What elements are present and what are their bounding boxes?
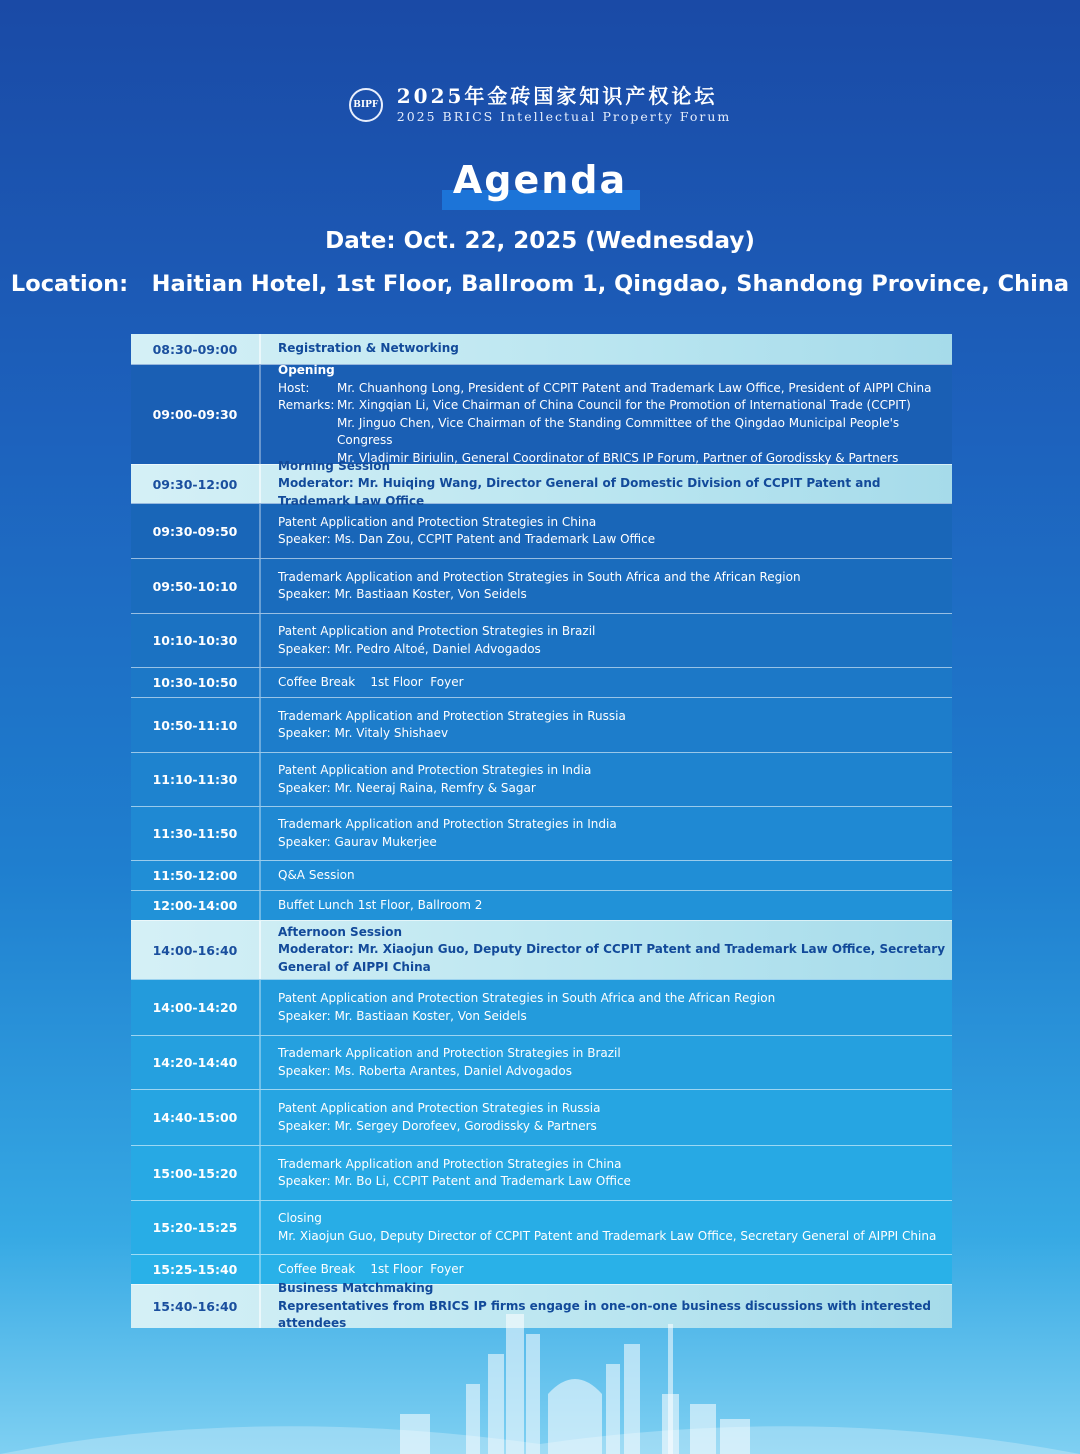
event-date: Date: Oct. 22, 2025 (Wednesday) (325, 228, 755, 254)
agenda-row (131, 667, 952, 697)
agenda-title: Buffet Lunch 1st Floor, Ballroom 2 (278, 897, 483, 912)
agenda-detail: General of AIPPI China (278, 959, 431, 974)
agenda-row (131, 697, 952, 752)
agenda-row (131, 920, 952, 979)
agenda-time: 15:40-16:40 (131, 1285, 261, 1328)
agenda-row (131, 1145, 952, 1200)
agenda-title: Closing (278, 1211, 322, 1225)
agenda-title: Trademark Application and Protection Strategies in China (278, 1156, 622, 1171)
agenda-time: 11:50-12:00 (131, 861, 261, 890)
agenda-detail: Speaker: Mr. Pedro Altoé, Daniel Advogados (278, 641, 541, 656)
agenda-title: Trademark Application and Protection Strategies in Brazil (278, 1046, 621, 1060)
remarks-label: Remarks: (278, 398, 335, 412)
agenda-detail: Speaker: Ms. Roberta Arantes, Daniel Advogados (278, 1063, 573, 1078)
event-location: Location: Haitian Hotel, 1st Floor, Ballroom 1, Qingdao, Shandong Province, China (10, 271, 1070, 297)
agenda-row (131, 1035, 952, 1089)
forum-emblem-icon: BIPF (349, 88, 383, 122)
agenda-row (131, 860, 952, 890)
host-name: Mr. Chuanhong Long, President of CCPIT Patent and Trademark Law Office, President of AIPPI China (337, 380, 932, 395)
agenda-detail: Speaker: Gaurav Mukerjee (278, 834, 437, 849)
agenda-detail: Speaker: Mr. Neeraj Raina, Remfry & Sagar (278, 780, 536, 795)
agenda-title: Trademark Application and Protection Strategies in South Africa and the African Region (278, 569, 801, 584)
agenda-time: 11:10-11:30 (131, 753, 261, 806)
agenda-title: Afternoon Session (278, 924, 403, 939)
agenda-time: 08:30-09:00 (131, 334, 261, 364)
agenda-row (131, 558, 952, 613)
city-skyline-illustration (0, 1294, 1080, 1454)
agenda-detail: Speaker: Mr. Bastiaan Koster, Von Seidels (278, 587, 527, 601)
agenda-row (131, 334, 952, 364)
agenda-detail: Moderator: Mr. Xiaojun Guo, Deputy Director of CCPIT Patent and Trademark Law Office, Secretary (278, 942, 946, 957)
agenda-row (131, 806, 952, 860)
host-label: Host: (278, 380, 310, 395)
agenda-time: 09:50-10:10 (131, 559, 261, 613)
agenda-title: Coffee Break 1st Floor Foyer (278, 1261, 464, 1276)
agenda-time: 10:10-10:30 (131, 614, 261, 667)
agenda-time: 09:30-09:50 (131, 504, 261, 558)
agenda-time: 12:00-14:00 (131, 891, 261, 920)
agenda-time: 14:20-14:40 (131, 1036, 261, 1089)
agenda-title: Patent Application and Protection Strategies in Brazil (278, 624, 596, 638)
agenda-row (131, 752, 952, 806)
agenda-time: 11:30-11:50 (131, 807, 261, 860)
agenda-title: Patent Application and Protection Strategies in India (278, 763, 592, 777)
agenda-detail: Speaker: Ms. Dan Zou, CCPIT Patent and Trademark Law Office (278, 532, 656, 546)
remarks-speaker: Mr. Vladimir Biriulin, General Coordinator of BRICS IP Forum, Partner of Gorodissky & Partners (337, 450, 899, 465)
agenda-title: Patent Application and Protection Strategies in South Africa and the African Region (278, 991, 776, 1005)
agenda-row (131, 1200, 952, 1254)
agenda-title: Q&A Session (278, 867, 355, 882)
agenda-title: Patent Application and Protection Strategies in Russia (278, 1101, 601, 1115)
forum-logo-row (0, 86, 1080, 124)
agenda-row (131, 613, 952, 667)
agenda-time: 15:25-15:40 (131, 1255, 261, 1284)
forum-name-chinese: 2025年金砖国家知识产权论坛 (396, 84, 718, 108)
agenda-title: Business Matchmaking (278, 1281, 434, 1296)
agenda-detail: Mr. Xiaojun Guo, Deputy Director of CCPIT Patent and Trademark Law Office, Secretary General of AIPPI China (278, 1228, 937, 1243)
agenda-detail: Speaker: Mr. Vitaly Shishaev (278, 726, 449, 740)
agenda-title: Patent Application and Protection Strategies in China (278, 514, 597, 529)
agenda-title: Trademark Application and Protection Strategies in Russia (278, 708, 626, 723)
agenda-table (131, 334, 952, 1331)
agenda-row (131, 890, 952, 920)
forum-name-english: 2025 BRICS Intellectual Property Forum (396, 109, 732, 124)
agenda-title: Trademark Application and Protection Strategies in India (278, 817, 617, 831)
agenda-title: Coffee Break 1st Floor Foyer (278, 674, 464, 689)
agenda-title: Registration & Networking (278, 341, 459, 356)
agenda-time: 10:30-10:50 (131, 668, 261, 697)
agenda-time: 15:20-15:25 (131, 1201, 261, 1254)
agenda-title: Morning Session (278, 458, 391, 473)
agenda-detail: Moderator: Mr. Huiqing Wang, Director General of Domestic Division of CCPIT Patent and Trademark Law Office (278, 476, 881, 508)
agenda-time: 14:00-14:20 (131, 980, 261, 1035)
agenda-detail: Speaker: Mr. Bastiaan Koster, Von Seidels (278, 1008, 527, 1023)
agenda-time: 14:40-15:00 (131, 1090, 261, 1145)
agenda-time: 10:50-11:10 (131, 698, 261, 752)
agenda-row (131, 458, 952, 508)
agenda-time: 15:00-15:20 (131, 1146, 261, 1200)
agenda-detail: Speaker: Mr. Bo Li, CCPIT Patent and Trademark Law Office (278, 1174, 631, 1188)
agenda-detail: Representatives from BRICS IP firms engage in one-on-one business discussions with interested attendees (278, 1298, 931, 1331)
agenda-detail: Speaker: Mr. Sergey Dorofeev, Gorodissky & Partners (278, 1118, 597, 1133)
page-title: Agenda (452, 158, 628, 202)
agenda-row (131, 1089, 952, 1145)
agenda-time: 09:30-12:00 (131, 465, 261, 503)
remarks-speaker: Mr. Xingqian Li, Vice Chairman of China Council for the Promotion of International Trade (CCPIT) (337, 398, 911, 412)
agenda-row (131, 364, 952, 464)
agenda-title: Opening (278, 363, 335, 377)
agenda-row (131, 503, 952, 558)
agenda-row (131, 979, 952, 1035)
agenda-time: 09:00-09:30 (131, 365, 261, 464)
agenda-time: 14:00-16:40 (131, 921, 261, 979)
remarks-speaker: Mr. Jinguo Chen, Vice Chairman of the Standing Committee of the Qingdao Municipal People's Congress (337, 415, 900, 447)
